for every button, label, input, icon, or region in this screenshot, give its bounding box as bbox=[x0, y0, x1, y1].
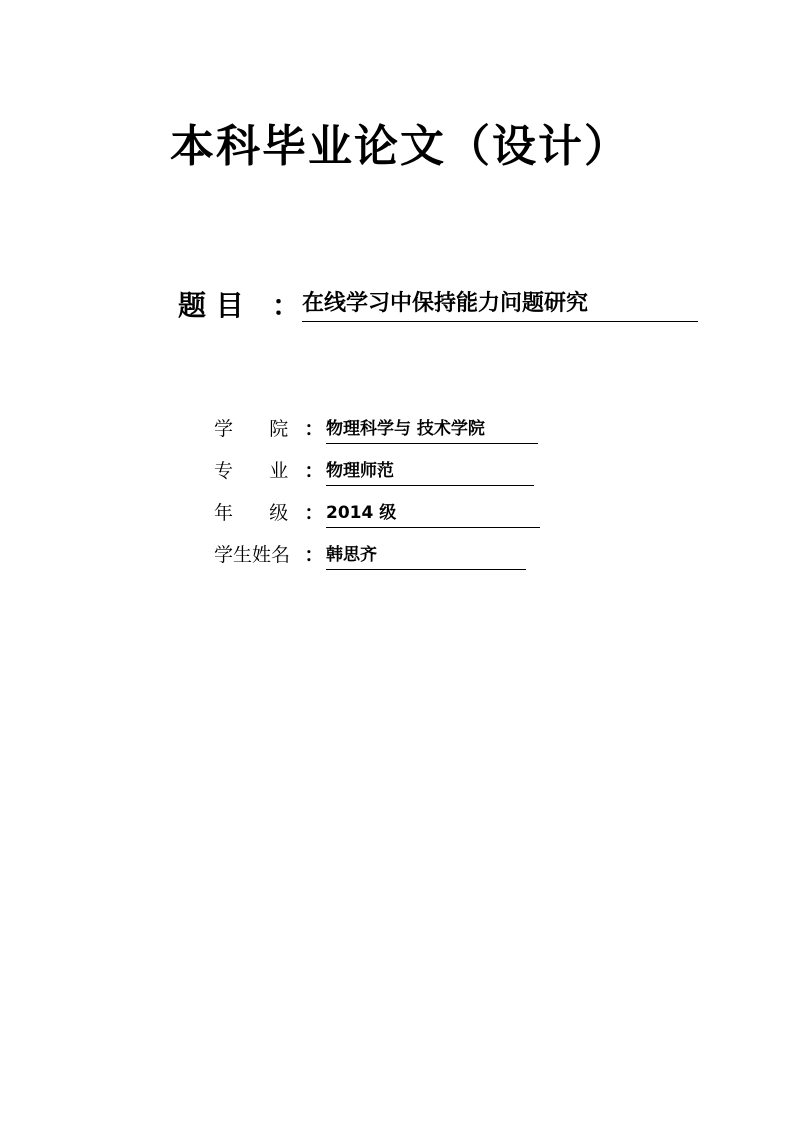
grade-colon: ： bbox=[304, 502, 324, 524]
major-label: 专 业 bbox=[214, 460, 289, 482]
topic-label: 题 目 bbox=[178, 289, 244, 322]
college-label: 学 院 bbox=[214, 418, 289, 440]
info-row-student-name bbox=[214, 528, 540, 570]
info-row-major bbox=[214, 444, 540, 486]
topic-row bbox=[178, 282, 698, 326]
student-name-label: 学生姓名 bbox=[214, 544, 291, 566]
college-value: 物理科学与 技术学院 bbox=[326, 415, 538, 444]
grade-label: 年 级 bbox=[214, 502, 289, 524]
student-name-colon: ： bbox=[304, 544, 324, 566]
info-row-grade bbox=[214, 486, 540, 528]
info-row-college bbox=[214, 402, 540, 444]
student-name-value: 韩思齐 bbox=[326, 541, 526, 570]
major-value: 物理师范 bbox=[326, 457, 534, 486]
topic-colon: ： bbox=[271, 289, 300, 322]
grade-value: 2014 级 bbox=[326, 499, 540, 528]
info-block bbox=[214, 402, 540, 570]
document-title: 本科毕业论文（设计） bbox=[170, 121, 630, 172]
topic-value: 在线学习中保持能力问题研究 bbox=[302, 287, 698, 322]
college-colon: ： bbox=[304, 418, 324, 440]
major-colon: ： bbox=[304, 460, 324, 482]
